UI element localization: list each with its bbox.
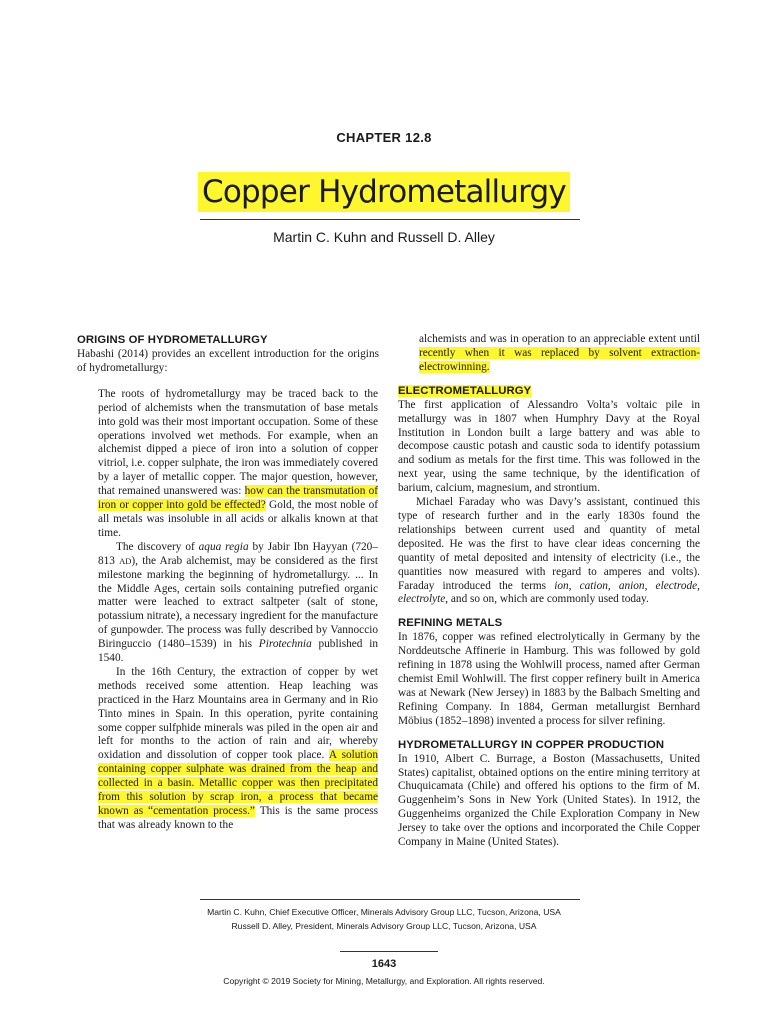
quote-paragraph-2 [77, 541, 379, 666]
affiliation-kuhn: Martin C. Kuhn, Chief Executive Officer, Minerals Advisory Group LLC, Tucson, Arizona, USA [207, 907, 561, 917]
electro-paragraph-2 [398, 496, 700, 607]
page-number: 1643 [371, 958, 397, 970]
footer-divider [200, 899, 580, 900]
affiliation-alley: Russell D. Alley, President, Minerals Advisory Group LLC, Tucson, Arizona, USA [231, 921, 537, 931]
intro-paragraph: Habashi (2014) provides an excellent introduction for the origins of hydrometallurgy: [77, 348, 379, 374]
quote-3-text-b: This is the same process that was already known to the [98, 805, 378, 831]
quote-2-text-d: published in 1540. [98, 638, 378, 665]
quote-2-text-a: The discovery of [116, 540, 199, 553]
copyright: Copyright © 2019 Society for Mining, Metallurgy, and Exploration. All rights reserved. [223, 976, 545, 986]
quote-paragraph-3 [77, 666, 379, 833]
title-wrap [0, 172, 768, 212]
aqua-regia-term: aqua regia [198, 540, 249, 553]
copper-production-paragraph: In 1910, Albert C. Burrage, a Boston (Massachusetts, United States) capitalist, obtained options on the entire mining territory at Chuquicamata (Chile) and offered his options to the firm of M. Guggenheim’s Sons in New York (United States). In 1912, the Guggenheims organized the Chile Exploration Company in New Jersey to take over the options and incorporated the Chile Copper Company in Maine (United States). [398, 752, 700, 849]
electro-p2-text-b: and so on, which are commonly used today. [448, 593, 649, 606]
quote-2-text-c: ), the Arab alchemist, may be considered as the first milestone marking the beginning of hydrometallurgy. ... In the Middle Ages, certain soils containing putrefied organic matter were leached to extract saltpeter (salt of stone, potassium nitrate), a necessary ingredient for the manufacture of gunpowder. The process was fully described by Vannoccio Biringuccio (1480–1539) in his [98, 554, 378, 651]
highlight-cementation: A solution containing copper sulphate was drained from the heap and collected in a basin. Metallic copper was then precipitated from this solution by scrap iron, a process that became known as “cementation process.” [98, 749, 378, 817]
quote-1-text-a: The roots of hydrometallurgy may be traced back to the period of alchemists when the transmutation of base metals into gold was their most important occupation. Some of these operations involved wet methods. For example, when an alchemist dipped a piece of iron into a solution of copper vitriol, i.e. copper sulphate, the iron was immediately covered by a layer of metallic copper. The major question, however, that remained unanswered was: [98, 387, 378, 498]
quote-3-text-a: In the 16th Century, the extraction of copper by wet methods received some attention. Heap leaching was practiced in the Harz Mountains area in Germany and in Rio Tinto mines in Spain. In this operation, pyrite containing some copper sulfphide minerals was piled in the open air and left for months to the action of rain and air, whereby oxidation and dissolution of copper took place. [98, 665, 378, 762]
electro-p2-text-a: Michael Faraday who was Davy’s assistant, continued this type of research further and in the early 1830s found the relationships between current used and quantity of metal deposited. He was the first to have clear ideas concerning the quantity of metal deposited and intensity of electricity (i.e., the quantities now measured with regard to amperes and volts). Faraday introduced the terms [398, 496, 700, 592]
continuation-text: alchemists and was in operation to an appreciable extent until [419, 333, 700, 345]
highlight-transmutation: how can the transmutation of iron or copper into gold be effected? [98, 485, 378, 512]
electro-paragraph-1: The first application of Alessandro Volta’s voltaic pile in metallurgy was in 1807 when Humphry Davy at the Royal Institution in London built a large battery and was able to decompose caustic potash and caustic soda to identify potassium and sodium as metals for the first time. This was followed in the next year, using the same technique, by the identification of barium, calcium, magnesium, and strontium. [398, 398, 700, 495]
heading-origins: ORIGINS OF HYDROMETALLURGY [77, 334, 268, 346]
pirotechnia-title: Pirotechnia [258, 638, 312, 651]
electrometallurgy-heading-text: ELECTROMETALLURGY [398, 384, 532, 397]
heading-hydrometallurgy-copper: HYDROMETALLURGY IN COPPER PRODUCTION [398, 738, 665, 751]
highlight-solvent-extraction: recently when it was replaced by solvent extraction-electrowinning. [419, 346, 700, 373]
era-ad: AD [119, 555, 132, 566]
heading-electrometallurgy [398, 384, 700, 398]
quote-paragraph-1 [77, 388, 379, 541]
page-number-divider [340, 951, 438, 952]
left-column [77, 333, 379, 833]
authors: Martin C. Kuhn and Russell D. Alley [273, 229, 495, 245]
heading-refining-metals: REFINING METALS [398, 617, 503, 630]
quote-continuation [398, 333, 700, 375]
chapter-label: CHAPTER 12.8 [336, 130, 432, 145]
faraday-terms: ion, cation, anion, electrode, electrolyte, [398, 579, 700, 606]
refining-paragraph: In 1876, copper was refined electrolytically in Germany by the Norddeutsche Affinerie in Hamburg. This was followed by gold refining in 1878 using the Wohlwill process, named after German chemist Emil Wohlwill. The first copper refinery built in America was at Newark (New Jersey) in 1883 by the Balbach Smelting and Refining Company. In 1884, German metallurgist Bernhard Möbius (1852–1898) invented a process for silver refining. [398, 631, 700, 727]
quote-2-text-b: by Jabir Ibn Hayyan (720–813 [98, 540, 378, 567]
right-column [398, 333, 700, 850]
title-divider [200, 219, 580, 220]
page-title: Copper Hydrometallurgy [198, 172, 570, 212]
quote-1-text-b: Gold, the most noble of all metals was insoluble in all acids or alkalis known at that time. [98, 499, 378, 539]
